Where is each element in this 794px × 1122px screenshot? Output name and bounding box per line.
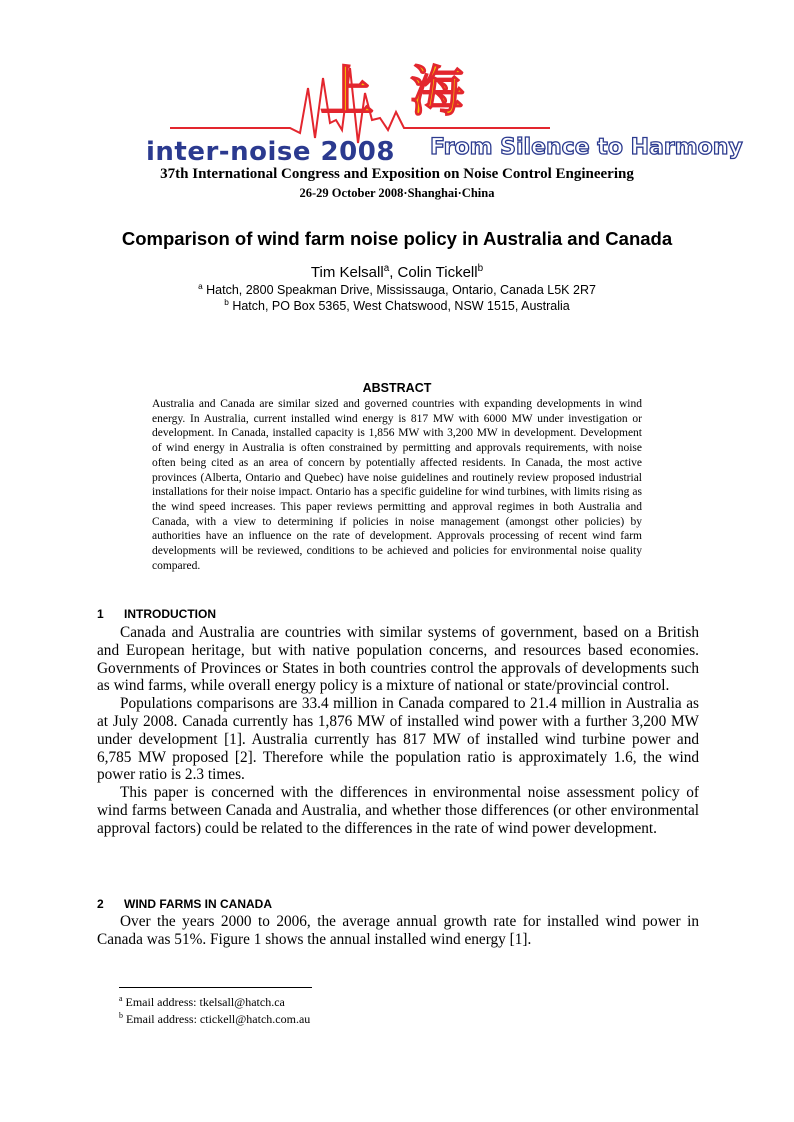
abstract-text: Australia and Canada are similar sized and governed countries with expanding developments in wind energy. In Australia, current installed wind energy is 817 MW with 6000 MW under investigation or development. In Canada, installed capacity is 1,856 MW with 3,200 MW in development. Development of wind energy in Australia is often constrained by permitting and approvals requirements, with noise often being cited as an area of concern by potentially affected residents. In Canada, the most active provinces (Alberta, Ontario and Quebec) have noise guidelines and routinely review proposed industrial installations for their noise impact. Ontario has a specific guideline for wind turbines, with limits rising as the wind speed increases. This paper reviews permitting and approval regimes in both Australia and Canada, with a view to determining if policies in noise management (amongst other policies) by authorities have an influence on the rate of development. Approvals processing of recent wind farm developments will be reviewed, conditions to be achieved and policies for environmental noise quality compared. [152,398,642,572]
abstract-heading: ABSTRACT [362,381,432,395]
footnote-text: Email address: ctickell@hatch.com.au [122,1012,311,1026]
affiliation-marker: b [224,297,229,307]
logo-brand-text: inter-noise 2008 [146,137,395,167]
logo-tagline: From Silence to Harmony [430,135,743,160]
affiliation-text: Hatch, 2800 Speakman Drive, Mississauga, Ontario, Canada L5K 2R7 [202,283,596,297]
author-name: Colin Tickell [397,264,478,281]
paper-title: Comparison of wind farm noise policy in Australia and Canada [121,228,673,249]
footnote-divider [119,987,312,988]
section-heading-introduction [97,607,216,621]
author-name: Tim Kelsall [310,264,384,281]
body-paragraph: Over the years 2000 to 2006, the average annual growth rate for installed wind power in Canada was 51%. Figure 1 shows the annual installed wind energy [1]. [97,913,699,948]
section-number: 1 [97,607,104,621]
footnote [119,1012,310,1027]
author-separator: , [389,264,398,281]
body-paragraph: Populations comparisons are 33.4 million in Canada compared to 21.4 million in Australia as at July 2008. Canada currently has 1,876 MW of installed wind power with a further 3,200 MW under development [1]. Australia currently has 817 MW of installed wind turbine power and 6,785 MW proposed [2]. Therefore while the population ratio is approximately 1.6, the wind power ratio is 2.3 times. [97,695,699,784]
footnote-marker: a [119,994,123,1003]
conference-logo [140,48,743,168]
affiliation-text: Hatch, PO Box 5365, West Chatswood, NSW 1515, Australia [228,299,570,313]
footnote-text: Email address: tkelsall@hatch.ca [122,995,285,1009]
author-affiliation-marker: b [477,263,484,274]
body-paragraph: This paper is concerned with the differences in environmental noise assessment policy of wind farms between Canada and Australia, and whether those differences (or other environmental approval factors) could be related to the differences in the rate of wind power development. [97,784,699,837]
affiliation-a [0,283,794,297]
footnote [119,995,285,1010]
body-paragraph: Canada and Australia are countries with similar systems of government, based on a British and European heritage, but with native population concerns, and resources based economies. Governments of Provinces or States in both countries control the approvals of developments such as wind farms, while overall energy policy is a mixture of national or state/provincial control. [97,624,699,695]
conference-title: 37th International Congress and Exposition on Noise Control Engineering [160,166,634,182]
affiliation-b [0,299,794,313]
conference-dates: 26-29 October 2008·Shanghai·China [299,186,495,200]
section-body-wind-farms-canada [97,913,699,949]
section-title: INTRODUCTION [124,607,216,621]
section-number: 2 [97,897,104,911]
section-body-introduction [97,624,699,838]
section-title: WIND FARMS IN CANADA [124,897,272,911]
footnote-marker: b [119,1011,123,1020]
section-heading-wind-farms-canada [97,897,272,911]
logo-chinese-text: 上海 [320,60,500,123]
author-list [0,264,794,281]
author-affiliation-marker: a [383,263,390,274]
affiliation-marker: a [198,281,203,291]
